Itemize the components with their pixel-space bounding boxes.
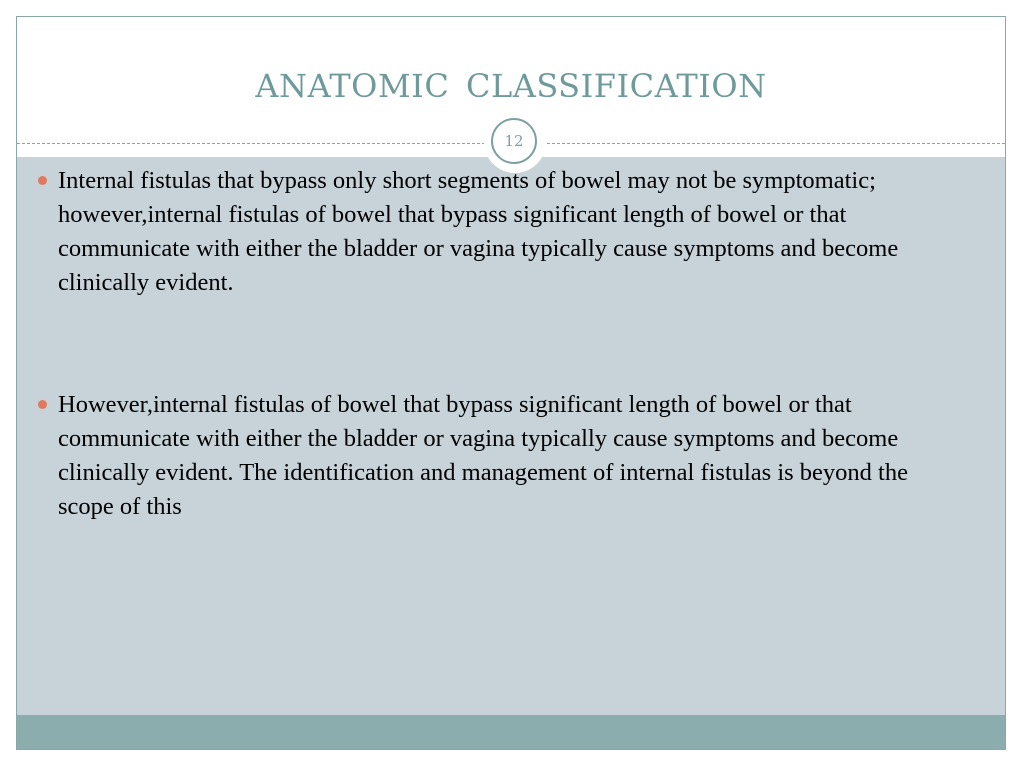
bullet-dot-icon: [38, 400, 47, 409]
bullet-list: [38, 164, 968, 524]
page-number: 12: [491, 118, 537, 164]
bullet-item: [38, 388, 968, 524]
bullet-item: [38, 164, 968, 300]
bullet-dot-icon: [38, 176, 47, 185]
footer-bar: [17, 715, 1005, 749]
slide-title: ANATOMIC CLASSIFICATION: [255, 67, 767, 105]
bullet-text: However,internal fistulas of bowel that bypass significant length of bowel or that communicate with either the bladder or vagina typically cause symptoms and become clinically evident. The identification and management of internal fistulas is beyond the scope of this: [58, 391, 908, 520]
bullet-text: Internal fistulas that bypass only short segments of bowel may not be symptomatic; however,internal fistulas of bowel that bypass significant length of bowel or that communicate with either the bladder or vagina typically cause symptoms and become clinically evident.: [58, 167, 899, 296]
